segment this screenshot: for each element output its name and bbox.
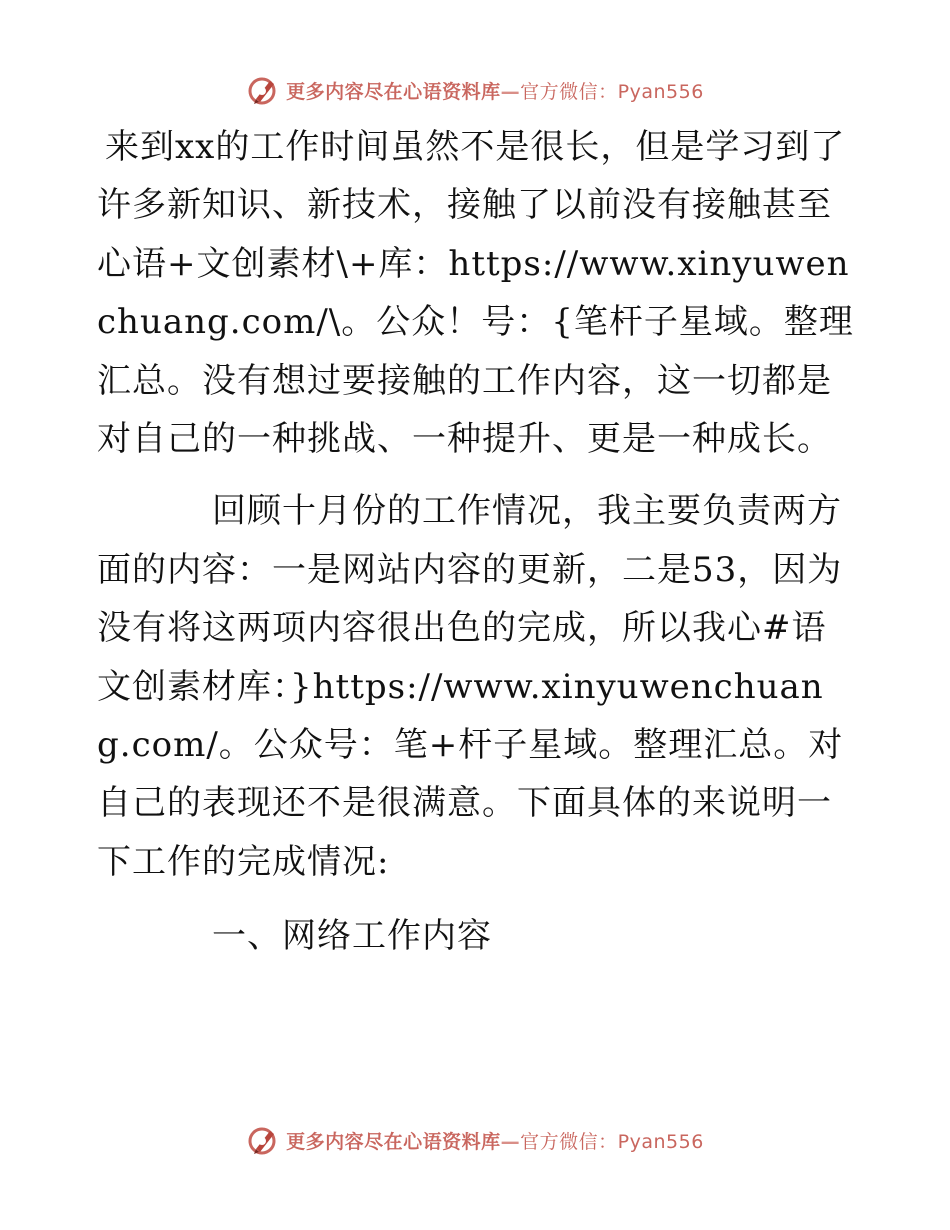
pen-circle-icon	[246, 1123, 280, 1157]
pen-circle-icon	[246, 73, 280, 107]
header-banner-contact: 官方微信：Pyan556	[520, 80, 704, 103]
document-body	[97, 118, 857, 966]
paragraph-2: 回顾十月份的工作情况，我主要负责两方面的内容：一是网站内容的更新，二是53，因为没有将这两项内容很出色的完成，所以我心#语文创素材库：}https://www.xinyuwenchuang.com/。公众号：笔+杆子星域。整理汇总。对自己的表现还不是很满意。下面具体的来说明一下工作的完成情况:	[97, 491, 844, 882]
header-banner-text	[286, 77, 704, 104]
footer-banner-text	[286, 1127, 704, 1154]
footer-banner-main: 更多内容尽在心语资料库	[286, 1130, 501, 1153]
header-banner-sep: —	[500, 80, 521, 103]
footer-banner	[0, 1120, 950, 1160]
header-banner	[0, 70, 950, 110]
header-banner-main: 更多内容尽在心语资料库	[286, 80, 501, 103]
paragraph-1: 来到xx的工作时间虽然不是很长，但是学习到了许多新知识、新技术，接触了以前没有接触甚至心语+文创素材\+库：https://www.xinyuwenchuang.com/\。公众！号：{笔杆子星域。整理汇总。没有想过要接触的工作内容，这一切都是对自己的一种挑战、一种提升、更是一种成长。	[97, 127, 854, 460]
footer-banner-sep: —	[500, 1130, 521, 1153]
section-heading: 一、网络工作内容	[212, 916, 492, 957]
footer-banner-contact: 官方微信：Pyan556	[520, 1130, 704, 1153]
